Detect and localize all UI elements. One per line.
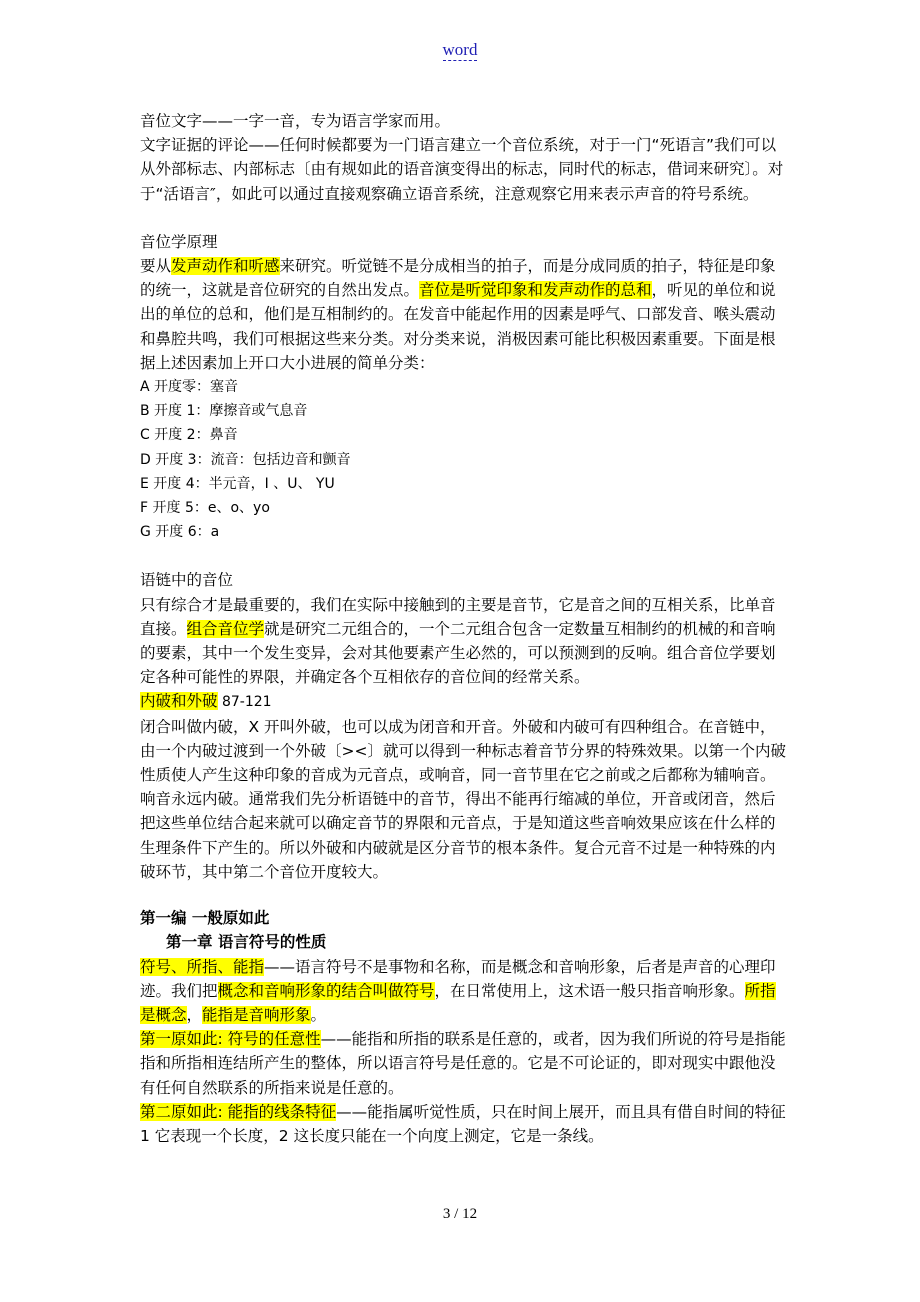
paragraph-second-principle: 第二原如此: 能指的线条特征——能指属听觉性质，只在时间上展开，而且具有借自时间的特征 1 它表现一个长度，2 这长度只能在一个向度上测定，它是一条线。 bbox=[140, 1102, 786, 1145]
highlight-sign-terms: 符号、所指、能指 bbox=[140, 957, 265, 976]
paragraph-implosion: 闭合叫做内破，X 开叫外破，也可以成为闭音和开音。外破和内破可有四种组合。在音链中，由一个内破过渡到一个外破〔><〕就可以得到一种标志着音节分界的特殊效果。以第一个内破性质使人产生这种印象的音成为元音点，或响音，同一音节里在它之前或之后都称为辅响音。响音永远内破。通常我们先分析语链中的音节，得出不能再行缩减的单位，开音或闭音，然后把这些单位结合起来就可以确定音节的界限和元音点，于是知道这些音响效果应该在什么样的生理条件下产生的。所以外破和内破就是区分音节的根本条件。复合元音不过是一种特殊的内破环节，其中第二个音位开度较大。 bbox=[140, 717, 786, 881]
list-item: A 开度零：塞音 bbox=[140, 379, 239, 396]
header-word-link[interactable]: word bbox=[442, 40, 478, 59]
section-title-phoneme-chain: 语链中的音位 bbox=[140, 571, 234, 590]
paragraph-sign: 符号、所指、能指——语言符号不是事物和名称，而是概念和音响形象，后者是声音的心理印迹。我们把概念和音响形象的结合叫做符号，在日常使用上，这术语一般只指音响形象。所指是概念，能指是音响形象。 bbox=[140, 957, 776, 1024]
page-range: 87-121 bbox=[217, 694, 272, 711]
document-body bbox=[140, 109, 790, 1148]
part-heading: 第一编 一般原如此 bbox=[140, 909, 270, 928]
section-title-phonology: 音位学原理 bbox=[140, 232, 218, 251]
list-item: G 开度 6：a bbox=[140, 524, 220, 541]
highlight-second-principle: 第二原如此: 能指的线条特征 bbox=[140, 1102, 337, 1121]
page-header bbox=[0, 40, 920, 60]
list-item: F 开度 5：e、o、yo bbox=[140, 500, 270, 517]
highlight-sign-definition: 概念和音响形象的结合叫做符号 bbox=[217, 981, 435, 1000]
highlight-phoneme-definition: 音位是听觉印象和发声动作的总和 bbox=[419, 281, 652, 300]
highlight-signifier: 能指是音响形象 bbox=[202, 1005, 311, 1024]
paragraph-phonetic-writing: 音位文字——一字一音，专为语言学家而用。 bbox=[140, 112, 451, 130]
list-item: B 开度 1：摩擦音或气息音 bbox=[140, 403, 308, 420]
paragraph-phonology: 要从发声动作和听感来研究。听觉链不是分成相当的拍子，而是分成同质的拍子，特征是印象的统一，这就是音位研究的自然出发点。音位是听觉印象和发声动作的总和，听见的单位和说出的单位的总和，他们是互相制约的。在发音中能起作用的因素是呼气、口部发音、喉头震动和鼻腔共鸣，我们可根据这些来分类。对分类来说，消极因素可能比积极因素重要。下面是根据上述因素加上开口大小进展的简单分类： bbox=[140, 257, 776, 372]
list-item: E 开度 4：半元音，I 、U、 YU bbox=[140, 475, 335, 492]
list-item: D 开度 3：流音：包括边音和颤音 bbox=[140, 451, 351, 468]
chapter-heading: 第一章 语言符号的性质 bbox=[166, 933, 327, 952]
highlight-combinatory-phonology: 组合音位学 bbox=[186, 619, 265, 638]
paragraph-first-principle: 第一原如此: 符号的任意性——能指和所指的联系是任意的，或者，因为我们所说的符号是指能指和所指相连结所产生的整体，所以语言符号是任意的。它是不可论证的，即对现实中跟他没有任何自然联系的所指来说是任意的。 bbox=[140, 1030, 786, 1097]
paragraph-synthesis: 只有综合才是最重要的，我们在实际中接触到的主要是音节，它是音之间的互相关系，比单音直接。组合音位学就是研究二元组合的，一个二元组合包含一定数量互相制约的机械的和音响的要素，其中一个发生变异，会对其他要素产生必然的，可以预测到的反响。组合音位学要划定各种可能性的界限，并确定各个互相依存的音位间的经常关系。 bbox=[140, 595, 776, 687]
highlight-articulation: 发声动作和听感 bbox=[171, 257, 280, 276]
list-item: C 开度 2：鼻音 bbox=[140, 427, 238, 444]
highlight-signified: 所指是概念 bbox=[140, 981, 776, 1024]
highlight-first-principle: 第一原如此: 符号的任意性 bbox=[140, 1030, 321, 1049]
subheading-implosion bbox=[140, 689, 790, 714]
paragraph-textual-evidence: 文字证据的评论——任何时候都要为一门语言建立一个音位系统，对于一门“死语言”我们可以从外部标志、内部标志〔由有规如此的语音演变得出的标志，同时代的标志，借词来研究〕。对于“活语言″，如此可以通过直接观察确立语音系统，注意观察它用来表示声音的符号系统。 bbox=[140, 136, 784, 203]
page-number: 3 / 12 bbox=[442, 1206, 478, 1222]
highlight-implosion-explosion: 内破和外破 bbox=[140, 692, 218, 711]
aperture-list bbox=[140, 375, 790, 544]
